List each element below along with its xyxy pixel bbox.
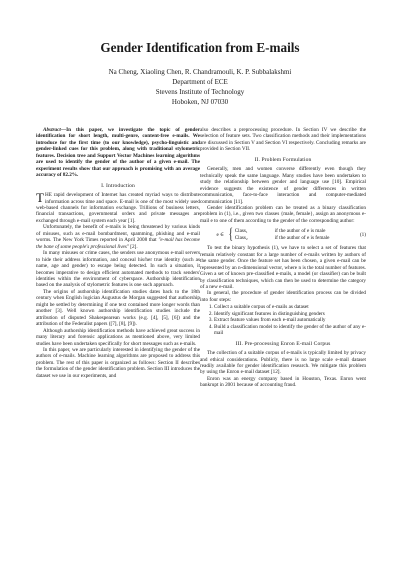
author-institute: Stevens Institute of Technology [155, 88, 245, 96]
list-item: 2. Identify significant features in distinguishing genders [214, 311, 366, 317]
intro-continuation: also describes a preprocessing procedure. In Section IV we describe the selection of feature sets. Two classification methods and their implementations are discussed in Section V and Section VI respectively. Concluding remarks are provided in Section VII. [200, 127, 366, 153]
list-item: 1. Collect a suitable corpus of e-mails as dataset [214, 304, 366, 310]
problem-paragraph-4: In general, the procedure of gender identification process can be divided into four steps: [200, 290, 366, 303]
author-block [0, 67, 400, 107]
section-heading-introduction: I. Introduction [101, 182, 135, 189]
equation-number: (1) [359, 231, 366, 238]
abstract-label: Abstract [43, 127, 61, 133]
intro-paragraph-6: In this paper, we are particularly interested in identifying the gender of the authors of e-mails. Machine learning algorithms are proposed to address this problem. The rest of this paper is organized as follows: Section II describes the formulation of the gender identification problem. Section III introduces the dataset we use in our experiments, and [36, 346, 200, 379]
list-item: 4. Build a classification model to identify the gender of the author of any e-mail [214, 324, 366, 337]
equation-cases [235, 228, 330, 241]
nyt-quote: "e-mail has become the bane of some people's professional lives" [36, 237, 200, 250]
problem-paragraph-3: To test the binary hypothesis (1), we have to select a set of features that remain relatively constant for a large number of e-mails written by authors of the same gender. Once the feature set has been chosen, a given e-mail can be represented by an n-dimensional vector, where n is the total number of features. Given a set of known pre-classified e-mails, a model (or classifier) can be built by classification techniques, which can then be used to determine the category of a new e-mail. [200, 245, 366, 290]
intro-paragraph-3: In many misuses or crime cases, the senders use anonymous e-mail servers to hide their address information, and conceal his/her true identity (such as name, age and gender) to escape being detected. In such a situation, it becomes imperative to design efficient automated methods to track senders' identities within the environment of cyberspace. Authorship identification based on the analysis of stylometric features is one such approach. [36, 250, 200, 289]
case-text-1: if the author of e is male [274, 228, 326, 235]
abstract-text: —In this paper, we investigate the topic of gender identification for short length, multi-genre, content-free e-mails. We introduce for the first time (to our knowledge), psycho-linguistic and gender-linked cues for this problem, along with traditional stylometric features. Decision tree and Support Vector Machines learning algorithms are used to identify the gender of the author of a given e-mail. The experiment results show that our approach is promising with an average accuracy of 82.2%. [36, 127, 200, 179]
corpus-paragraph-1: The collection of a suitable corpus of e-mails is typically limited by privacy and ethical considerations. Publicly, there is no large scale e-mail dataset readily available for gender identification research. We mitigate this problem by using the Enron e-mail dataset [12]. [200, 350, 366, 376]
intro-paragraph-2-cite: [2]. [129, 243, 138, 250]
intro-paragraph-2-text: Unfortunately, the benefit of e-mails is being threatened by various kinds of misuses, such as e-mail bombardment, spamming, phishing and e-mail worms. The New York Times reported in April 2008 that [36, 224, 200, 244]
steps-list [200, 304, 366, 336]
equation-brace: { [228, 225, 234, 243]
left-column [36, 127, 200, 379]
intro-paragraph-2 [36, 224, 200, 250]
case-class-2: Class₂ [234, 234, 248, 241]
paper-title: Gender Identification from E-mails [100, 40, 300, 55]
problem-paragraph-1: Generally, men and women converse differently even though they technically speak the same language. Many studies have been undertaken to study the relationship between gender and language use [10]. Empirical evidence suggests the existence of gender differences in written communication, face-to-face interaction and computer-mediated communication [11]. [200, 166, 366, 205]
author-location: Hoboken, NJ 07030 [171, 98, 229, 106]
right-column [200, 127, 366, 389]
section-heading-problem: II. Problem Formulation [254, 156, 312, 163]
intro-paragraph-4: The origins of authorship identification studies dates back to the 18th century when English logician Augustus de Morgan suggested that authorship might be settled by determining if one text contained more longer words than another [3]. Well known authorship identification studies include the attribution of disputed Shakespearean works (e.g. [4], [5], [6]) and the attribution of the Federalist papers ([7], [8], [9]). [36, 288, 200, 328]
author-names: Na Cheng, Xiaoling Chen, R. Chandramouli, K. P. Subbalakshmi [108, 68, 292, 76]
abstract [36, 127, 200, 179]
list-item: 3. Extract feature values from each e-mail automatically [214, 317, 366, 323]
drop-cap: T [36, 190, 44, 206]
case-class-1: Class₁ [234, 228, 248, 235]
author-department: Department of ECE [172, 78, 228, 86]
section-heading-corpus: III. Pre-processing Enron E-mail Corpus [235, 340, 331, 347]
intro-paragraph-1-text: HE rapid development of Internet has created myriad ways to distribute information across time and space. E-mail is one of the most widely used web-based channels for information exchange. Trillions of business letters, financial transactions, governmental orders and private messages are exchanged through e-mail system each year [1]. [36, 192, 200, 224]
problem-paragraph-2: Gender identification problem can be treated as a binary classification problem in (1), i.e., given two classes {male, female}, assign an anonymous e-mail e to one of them according to the gender of the corresponding author: [200, 204, 366, 224]
equation-case-female [235, 235, 330, 241]
equation-lhs: e ∈ [216, 231, 224, 238]
intro-paragraph-1 [36, 192, 200, 224]
corpus-paragraph-2: Enron was an energy company based in Houston, Texas. Enron went bankrupt in 2001 because of accounting fraud. [200, 375, 366, 389]
intro-paragraph-5: Although authorship identification methods have achieved great success in many literary and forensic applications as mentioned above, very limited studies have been undertaken specifically for short messages such as e-mails. [36, 327, 200, 347]
case-text-2: if the author of e is female [274, 234, 330, 241]
equation-1 [200, 225, 366, 243]
